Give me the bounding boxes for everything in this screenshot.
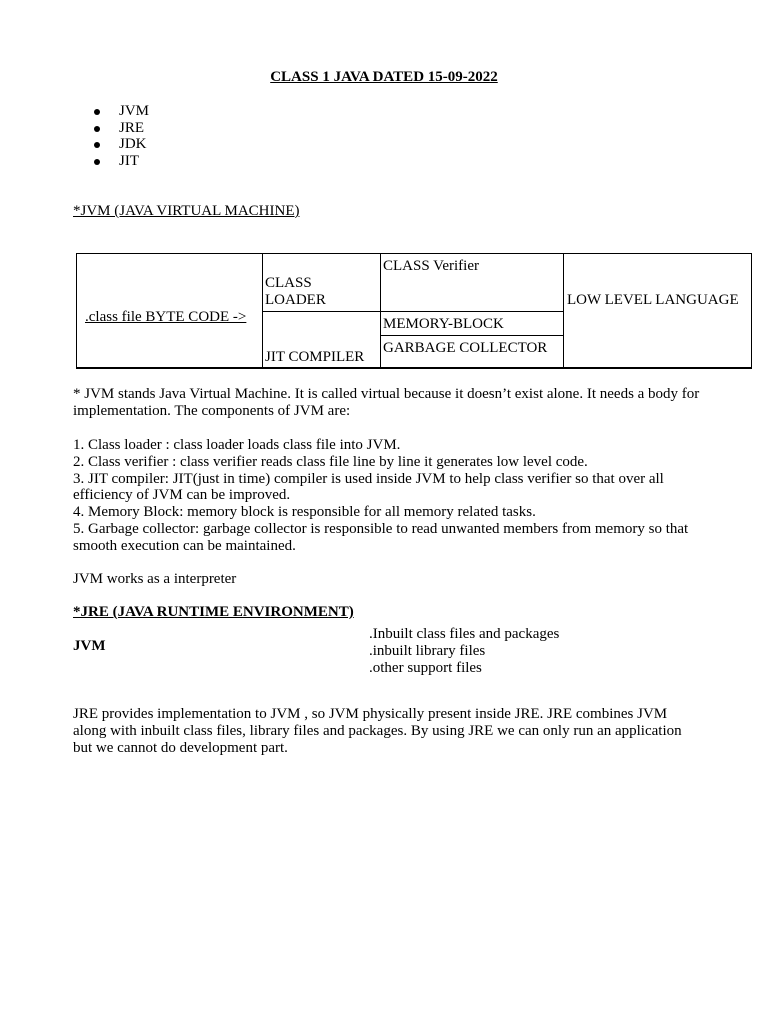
list-item: .inbuilt library files — [369, 643, 486, 659]
jit-compiler-cell: JIT COMPILER — [265, 349, 365, 365]
jre-heading: *JRE (JAVA RUNTIME ENVIRONMENT) — [73, 604, 354, 620]
jvm-interpreter-note: JVM works as a interpreter — [73, 571, 237, 587]
list-item: JIT — [94, 153, 149, 170]
table-divider — [380, 311, 563, 312]
list-item: 1. Class loader : class loader loads class file into JVM. — [73, 437, 401, 453]
table-divider — [262, 311, 380, 312]
document-title: CLASS 1 JAVA DATED 15-09-2022 — [270, 69, 498, 85]
table-divider — [563, 254, 564, 367]
byte-code-cell: .class file BYTE CODE -> — [85, 309, 247, 325]
jvm-components-list — [73, 437, 703, 555]
list-item: .other support files — [369, 660, 482, 676]
table-divider — [380, 335, 563, 336]
class-loader-line: CLASS — [265, 275, 312, 291]
list-item: 2. Class verifier : class verifier reads class file line by line it generates low level code. — [73, 453, 588, 470]
list-item: 4. Memory Block: memory block is responsible for all memory related tasks. — [73, 504, 536, 521]
list-item: JRE — [94, 120, 149, 137]
jvm-intro-paragraph: * JVM stands Java Virtual Machine. It is called virtual because it doesn’t exist alone. It needs a body for implementation. The components of JVM are: — [73, 386, 700, 419]
jre-items-list — [369, 626, 559, 677]
topic-bullet-list — [94, 103, 149, 169]
garbage-collector-cell: GARBAGE COLLECTOR — [383, 340, 548, 356]
class-loader-cell — [265, 275, 326, 309]
class-loader-line: LOADER — [265, 292, 326, 308]
class-verifier-cell: CLASS Verifier — [383, 258, 479, 274]
jvm-heading: *JVM (JAVA VIRTUAL MACHINE) — [73, 203, 300, 219]
list-item: .Inbuilt class files and packages — [369, 626, 560, 642]
jvm-diagram-table — [76, 253, 752, 369]
low-level-language-cell: LOW LEVEL LANGUAGE — [567, 292, 739, 308]
memory-block-cell: MEMORY-BLOCK — [383, 316, 504, 332]
list-item: JDK — [94, 136, 149, 153]
jre-jvm-label: JVM — [73, 638, 106, 654]
list-item: 5. Garbage collector: garbage collector is responsible to read unwanted members from memory so that smooth execution can be maintained. — [73, 520, 689, 554]
list-item: JVM — [94, 103, 149, 120]
jre-paragraph: JRE provides implementation to JVM , so JVM physically present inside JRE. JRE combines JVM along with inbuilt class files, library files and packages. By using JRE we can only run an application but we cannot do development part. — [73, 706, 682, 756]
list-item: 3. JIT compiler: JIT(just in time) compiler is used inside JVM to help class verifier so that over all efficiency of JVM can be improved. — [73, 470, 664, 504]
